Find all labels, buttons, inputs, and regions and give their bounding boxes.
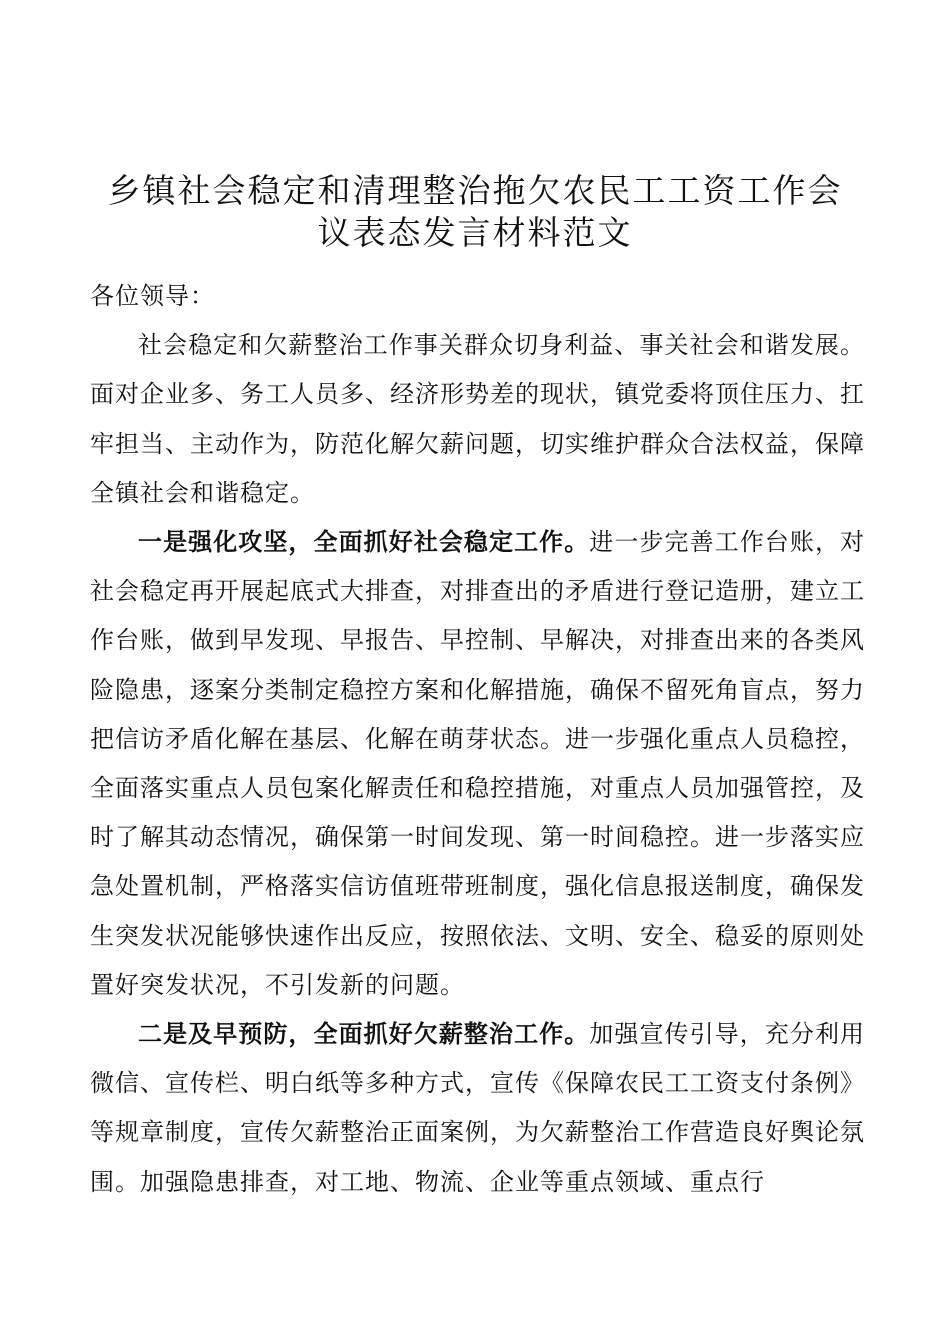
paragraph-text: 加强宣传引导，充分利用微信、宣传栏、明白纸等多种方式，宣传《保障农民工工资支付条例》等规章制度，宣传欠薪整治正面案例，为欠薪整治工作营造良好舆论氛围。加强隐患排查，对工地、物流、企业等重点领域、重点行 [90,1020,866,1196]
title-line-2: 议表态发言材料范文 [317,213,633,252]
salutation: 各位领导： [90,282,215,310]
paragraph-wage-arrears [90,1010,865,1207]
paragraph-lead-heading: 二是及早预防，全面抓好欠薪整治工作。 [138,1020,590,1049]
paragraph-intro [90,321,865,518]
document-title [90,170,860,254]
paragraph-social-stability [90,518,865,1010]
paragraph-text: 进一步完善工作台账，对社会稳定再开展起底式大排查，对排查出的矛盾进行登记造册，建立工作台账，做到早发现、早报告、早控制、早解决，对排查出来的各类风险隐患，逐案分类制定稳控方案和化解措施，确保不留死角盲点，努力把信访矛盾化解在基层、化解在萌芽状态。进一步强化重点人员稳控，全面落实重点人员包案化解责任和稳控措施，对重点人员加强管控，及时了解其动态情况，确保第一时间发现、第一时间稳控。进一步落实应急处置机制，严格落实信访值班带班制度，强化信息报送制度，确保发生突发状况能够快速作出反应，按照依法、文明、安全、稳妥的原则处置好突发状况，不引发新的问题。 [90,528,866,999]
paragraph-text: 社会稳定和欠薪整治工作事关群众切身利益、事关社会和谐发展。面对企业多、务工人员多、经济形势差的现状，镇党委将顶住压力、扛牢担当、主动作为，防范化解欠薪问题，切实维护群众合法权益，保障全镇社会和谐稳定。 [90,331,865,507]
document-body [90,272,865,1207]
paragraph-lead-heading: 一是强化攻坚，全面抓好社会稳定工作。 [138,528,590,557]
title-line-1: 乡镇社会稳定和清理整治拖欠农民工工资工作会 [107,171,843,210]
